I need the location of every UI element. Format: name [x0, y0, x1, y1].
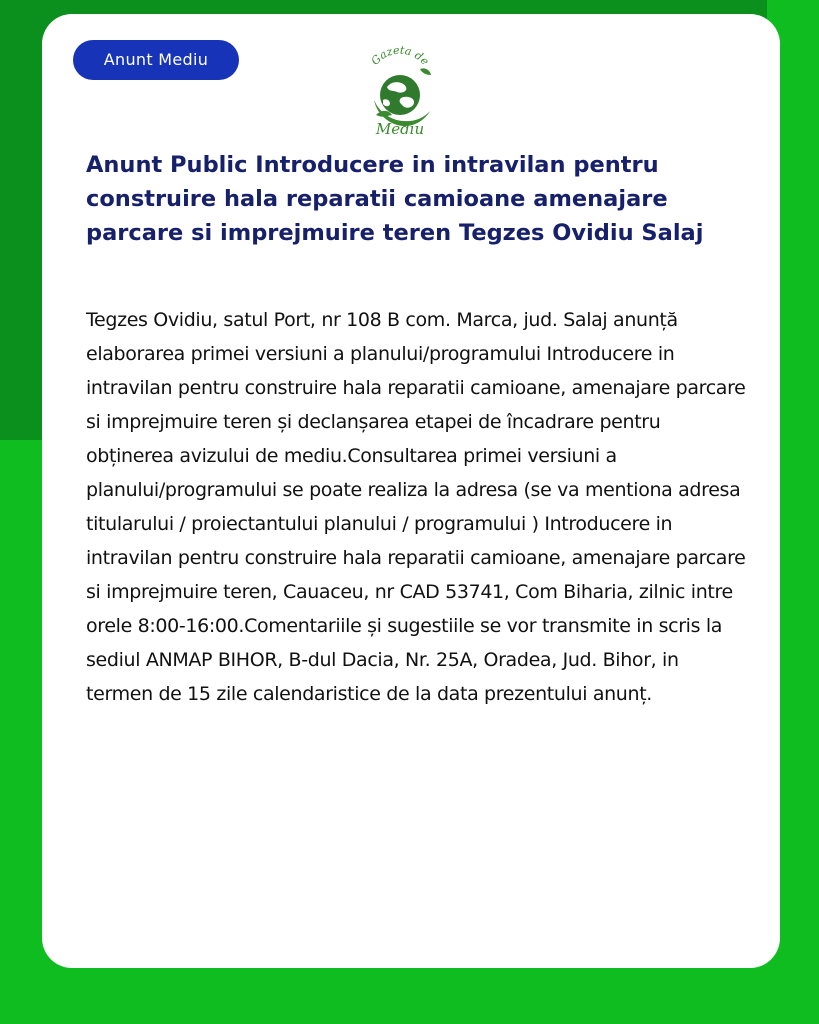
- announcement-title: Anunt Public Introducere in intravilan pentru construire hala reparatii camioane amenajare parcare si imprejmuire teren Tegzes Ovidiu Salaj: [86, 152, 704, 246]
- announcement-card: [42, 14, 780, 968]
- announcement-body: Tegzes Ovidiu, satul Port, nr 108 B com. Marca, jud. Salaj anunță elaborarea primei versiuni a planului/programului Introducere in intravilan pentru construire hala reparatii camioane, amenajare parcare si imprejmuire teren și declanșarea etapei de încadrare pentru obținerea avizului de mediu.Consultarea primei versiuni a planului/programului se poate realiza la adresa (se va mentiona adresa titularului / proiectantului planului / programului ) Introducere in intravilan pentru construire hala reparatii camioane, amenajare parcare si imprejmuire teren, Cauaceu, nr CAD 53741, Com Biharia, zilnic intre orele 8:00-16:00.Comentariile și sugestiile se vor transmite in scris la sediul ANMAP BIHOR, B-dul Dacia, Nr. 25A, Oradea, Jud. Bihor, in termen de 15 zile calendaristice de la data prezentului anunț.: [86, 309, 746, 705]
- small-leaf-icon: [420, 68, 431, 75]
- globe-icon: [380, 75, 420, 115]
- gazeta-de-mediu-logo: [359, 42, 441, 138]
- category-badge[interactable]: Anunt Mediu: [73, 40, 239, 80]
- logo-top-text: Gazeta de: [368, 43, 432, 68]
- logo-bottom-text: Mediu: [375, 120, 425, 138]
